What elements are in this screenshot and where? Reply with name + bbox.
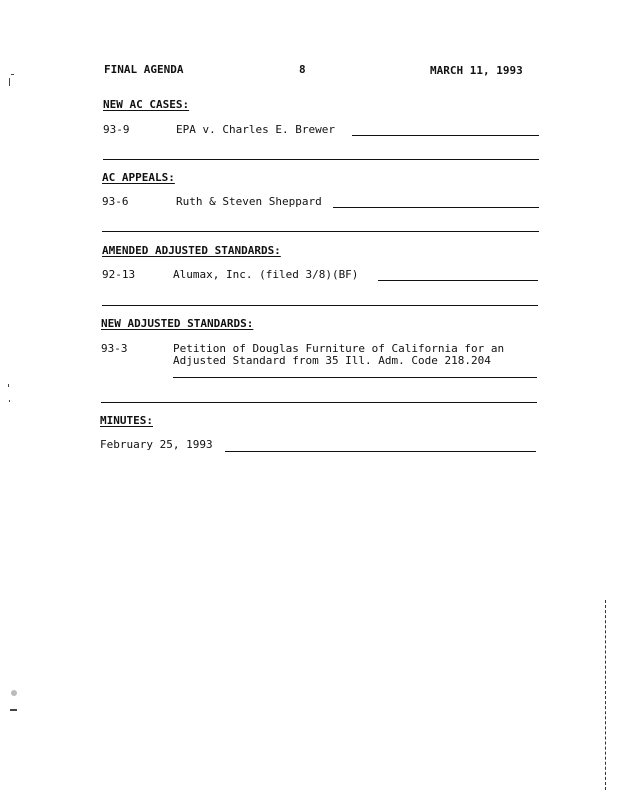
ac-appeal-description: Ruth & Steven Sheppard	[176, 195, 322, 208]
ac-appeal-number: 93-6	[102, 195, 129, 208]
new-ac-cases-heading: NEW AC CASES:	[103, 98, 190, 111]
new-standard-description-line2: Adjusted Standard from 35 Ill. Adm. Code 218.204	[173, 354, 491, 367]
scan-mark	[9, 78, 10, 86]
signature-line	[352, 135, 539, 136]
amended-standard-number: 92-13	[102, 268, 136, 281]
signature-line	[225, 451, 536, 452]
scan-mark	[8, 384, 9, 387]
section-divider-line	[102, 305, 538, 306]
new-standard-number: 93-3	[101, 342, 128, 355]
page-number: 8	[299, 63, 306, 76]
minutes-date: February 25, 1993	[100, 438, 213, 451]
signature-line	[378, 280, 538, 281]
new-adjusted-standards-heading: NEW ADJUSTED STANDARDS:	[101, 317, 254, 330]
scan-mark	[9, 400, 10, 402]
signature-line	[333, 207, 539, 208]
scan-mark	[11, 690, 17, 696]
amended-standard-description: Alumax, Inc. (filed 3/8)(BF)	[173, 268, 359, 281]
section-divider-line	[102, 231, 539, 232]
agenda-date: MARCH 11, 1993	[430, 64, 523, 77]
scan-mark	[10, 709, 17, 711]
section-divider-line	[103, 159, 539, 160]
amended-adjusted-standards-heading: AMENDED ADJUSTED STANDARDS:	[102, 244, 281, 257]
scan-edge-line	[605, 600, 606, 790]
minutes-heading: MINUTES:	[100, 414, 153, 427]
ac-appeals-heading: AC APPEALS:	[102, 171, 175, 184]
new-ac-case-number: 93-9	[103, 123, 130, 136]
scan-mark	[11, 74, 14, 75]
section-divider-line	[101, 402, 537, 403]
new-ac-case-description: EPA v. Charles E. Brewer	[176, 123, 335, 136]
new-standard-description-line1: Petition of Douglas Furniture of California for an	[173, 342, 505, 355]
agenda-title: FINAL AGENDA	[104, 63, 184, 76]
signature-line	[173, 377, 537, 378]
